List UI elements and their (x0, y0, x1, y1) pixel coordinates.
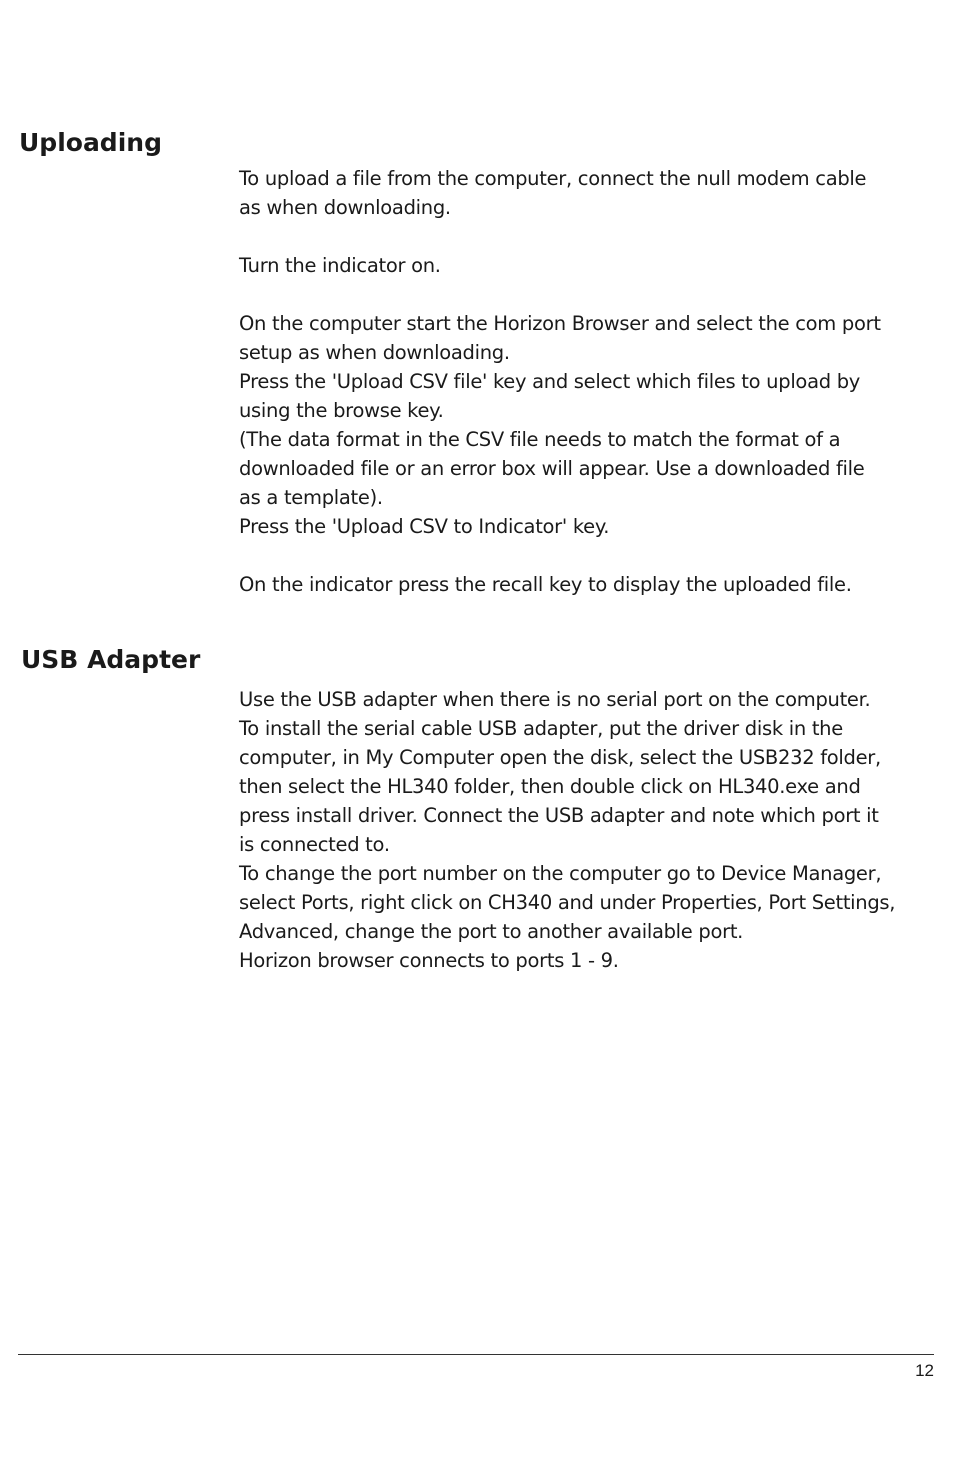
body-line: downloaded file or an error box will appear. Use a downloaded file (239, 457, 865, 480)
body-line: Advanced, change the port to another available port. (239, 920, 744, 943)
paragraph-gap (239, 541, 929, 570)
paragraph-gap (239, 222, 929, 251)
body-line: select Ports, right click on CH340 and under Properties, Port Settings, (239, 891, 896, 914)
section-heading-uploading: Uploading (19, 128, 162, 157)
body-line: To upload a file from the computer, connect the null modem cable (239, 167, 867, 190)
body-line: using the browse key. (239, 399, 444, 422)
body-line: Press the 'Upload CSV file' key and select which files to upload by (239, 370, 861, 393)
body-line: Horizon browser connects to ports 1 - 9. (239, 949, 619, 972)
body-line: To change the port number on the computer go to Device Manager, (239, 862, 882, 885)
body-line: as when downloading. (239, 196, 451, 219)
body-line: press install driver. Connect the USB adapter and note which port it (239, 804, 879, 827)
body-line: computer, in My Computer open the disk, select the USB232 folder, (239, 746, 881, 769)
body-line: is connected to. (239, 833, 390, 856)
body-line: (The data format in the CSV file needs to match the format of a (239, 428, 841, 451)
footer-divider (18, 1354, 934, 1355)
body-line: Turn the indicator on. (239, 254, 441, 277)
body-line: Use the USB adapter when there is no serial port on the computer. (239, 688, 871, 711)
body-line: setup as when downloading. (239, 341, 510, 364)
body-line: On the indicator press the recall key to display the uploaded file. (239, 573, 852, 596)
uploading-body-text (239, 164, 929, 599)
body-line: as a template). (239, 486, 383, 509)
paragraph-gap (239, 280, 929, 309)
body-line: On the computer start the Horizon Browser and select the com port (239, 312, 881, 335)
body-line: Press the 'Upload CSV to Indicator' key. (239, 515, 610, 538)
page-number: 12 (915, 1361, 934, 1380)
usb-adapter-body-text (239, 685, 929, 975)
body-line: then select the HL340 folder, then double click on HL340.exe and (239, 775, 861, 798)
body-line: To install the serial cable USB adapter, put the driver disk in the (239, 717, 843, 740)
section-heading-usb-adapter: USB Adapter (21, 645, 201, 674)
